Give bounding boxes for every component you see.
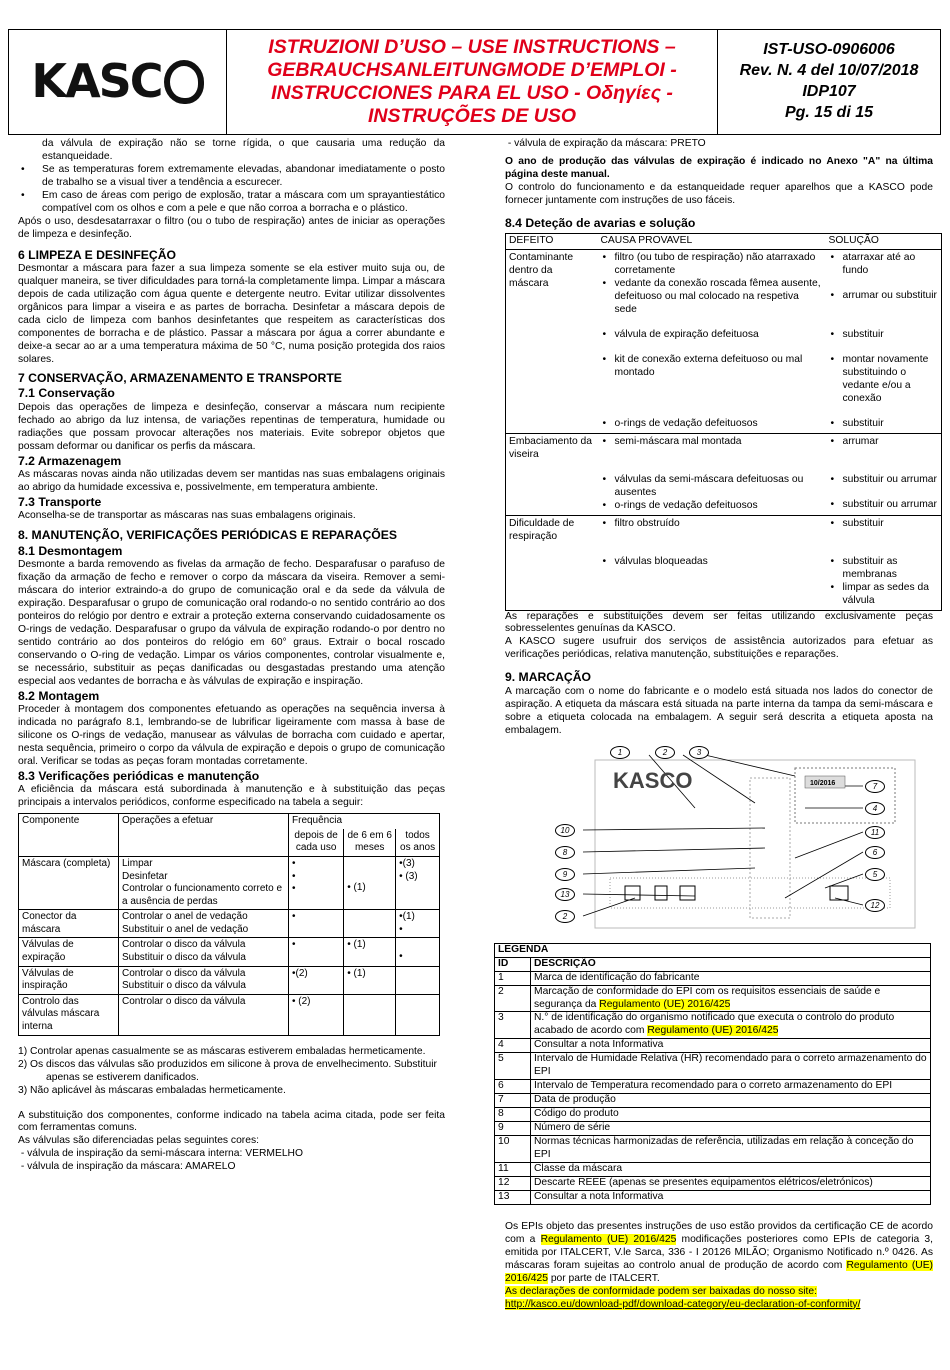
cause-item: • filtro obstruído <box>601 518 823 531</box>
callout-number: 11 <box>865 826 885 839</box>
legend-id: 8 <box>495 1108 531 1122</box>
frequency-cell <box>289 856 344 909</box>
highlight: Regulamento (UE) 2016/425 <box>599 998 731 1010</box>
legend-row <box>495 1122 931 1136</box>
component-cell: Controlo das válvulas máscara interna <box>19 994 119 1035</box>
revision: Rev. N. 4 del 10/07/2018 <box>739 62 919 80</box>
legend-row <box>495 1053 931 1080</box>
note <box>18 1046 445 1059</box>
column-header: depois de cada uso <box>289 829 344 857</box>
component-cell: Válvulas de expiração <box>19 938 119 966</box>
certification-paragraph <box>505 1221 933 1286</box>
paragraph: A KASCO sugere usufruir dos serviços de assistência autorizados para efetuar as verificações periódicas, relativa manutenção, substituições e reparações. <box>505 636 933 661</box>
solution-cell <box>826 408 942 433</box>
frequency-mark <box>399 883 436 907</box>
legend-text: Intervalo de Temperatura recomendado para o correto armazenamento do EPI <box>534 1080 893 1092</box>
column-header: SOLUÇÃO <box>826 234 942 250</box>
operation: Desinfetar <box>122 870 168 882</box>
cause-list <box>601 354 823 380</box>
solution-item: • arrumar ou substituir <box>829 290 939 303</box>
subsection-heading: 7.1 Conservação <box>18 386 115 401</box>
section-heading: 9. MARCAÇÃO <box>505 670 591 685</box>
note-number: 2) <box>18 1058 28 1070</box>
frequency-mark <box>399 939 436 951</box>
callout-number: 10 <box>555 824 575 837</box>
title-cell <box>227 30 718 134</box>
legend-description <box>531 1122 931 1136</box>
solution-cell <box>826 344 942 408</box>
column-header: CAUSA PROVAVEL <box>598 234 826 250</box>
highlight: Regulamento (UE) 2016/425 <box>647 1025 779 1037</box>
legend-text: Classe da máscara <box>534 1163 623 1175</box>
defect-cell <box>506 344 598 408</box>
frequency-mark <box>399 980 436 992</box>
paragraph: As válvulas são diferenciadas pelas seguintes cores: <box>18 1135 259 1147</box>
package-label-figure <box>555 748 935 938</box>
frequency-cell <box>344 994 396 1035</box>
operation: Substituir o disco da válvula <box>122 980 246 992</box>
cause-item: • filtro (ou tubo de respiração) não atarraxado corretamente <box>601 252 823 278</box>
frequency-mark: • <box>399 951 403 963</box>
cause-cell <box>598 250 826 319</box>
legend-row <box>495 971 931 985</box>
section-heading: 7 CONSERVAÇÃO, ARMAZENAMENTO E TRANSPORTE <box>18 370 342 385</box>
paragraph: da válvula de expiração não se torne rígida, o que causaria uma redução da estanqueidade. <box>42 138 445 162</box>
figure-date: 10/2016 <box>810 779 836 787</box>
text: Os EPIs objeto das presentes instruções de uso estão providos da certificação CE de acordo com a <box>505 1221 933 1245</box>
legend-text: Data de produção <box>534 1094 616 1106</box>
paragraph: A marcação com o nome do fabricante e o modelo está situada nos lados do conector de aspiração. A etiqueta da máscara está situada na parte interna da tampa da semi-máscara e sobre a etiqueta colocada na embalagem. A seguir será descrita a etiqueta aposta na embalagem. <box>505 685 933 736</box>
legend-table <box>494 943 931 1205</box>
subsection-heading: 8.1 Desmontagem <box>18 543 123 558</box>
legend-row <box>495 1177 931 1191</box>
declaration-link[interactable]: http://kasco.eu/download-pdf/download-category/eu-declaration-of-conformity/ <box>505 1298 861 1310</box>
note-text: Não aplicável às máscaras embaladas hermeticamente. <box>30 1084 286 1096</box>
operation: Controlar o disco da válvula <box>122 995 246 1007</box>
table-row <box>19 994 440 1035</box>
solution-list <box>829 474 939 512</box>
kasco-logo <box>31 53 203 111</box>
legend-description <box>531 1012 931 1039</box>
title-line: GEBRAUCHSANLEITUNGMODE D’EMPLOI - <box>267 59 677 81</box>
solution-list <box>829 418 939 431</box>
operations-cell <box>119 910 289 938</box>
doc-code: IST-USO-0906006 <box>763 41 895 59</box>
frequency-mark: •(3) <box>399 857 415 869</box>
left-column <box>18 138 445 1174</box>
frequency-mark: • <box>292 911 296 923</box>
highlight: Regulamento (UE) 2016/425 <box>540 1234 677 1245</box>
solution-item: • montar novamente substituindo o vedante e/ou a conexão <box>829 354 939 406</box>
solution-cell <box>826 433 942 463</box>
section-heading: 8. MANUTENÇÃO, VERIFICAÇÕES PERIÓDICAS E REPARAÇÕES <box>18 528 397 543</box>
frequency-mark <box>292 924 340 936</box>
solution-item: • substituir <box>829 329 939 342</box>
cause-item: • o-rings de vedação defeituosos <box>601 500 823 513</box>
table-row <box>19 966 440 994</box>
paragraph: O controlo do funcionamento e da estanqueidade requer aparelhos que a KASCO pode fornecer juntamente com instruções de uso fáceis. <box>505 181 933 206</box>
defect-cell: Contaminante dentro da máscara <box>506 250 598 319</box>
table-row <box>506 433 942 463</box>
solution-item: • atarraxar até ao fundo <box>829 252 939 278</box>
note-text: Os discos das válvulas são produzidos em silicone à prova de envelhecimento. Substituir apenas se estiverem danificados. <box>30 1058 437 1083</box>
column-header: Operações a efetuar <box>119 814 289 857</box>
logo-head-icon <box>164 60 204 104</box>
color-line: - válvula de inspiração da semi-máscara interna: VERMELHO <box>18 1148 303 1160</box>
legend-description <box>531 1108 931 1122</box>
page-number: Pg. 15 di 15 <box>784 103 874 121</box>
model-code: IDP107 <box>802 83 856 100</box>
column-header: Frequência <box>289 814 440 829</box>
legend-id: 12 <box>495 1177 531 1191</box>
paragraph: Desmonte a barda removendo as fivelas da armação de fecho. Desparafusar o parafuso de fixação da armação de fecho e remover o corpo da máscara da viseira. Remover a semi-máscara do interior extraindo-a do grupo de comunicação oral e da sede da válvula de expiração. Desparafusar o grupo de comunicação oral rodando-o no sentido contrário ao dos ponteiros do relógio por dentro e extrair a proteção externa conservando cuidadosamente os O-rings de vedação. Desparafusar o grupo da válvula de expiração rodando-o por dentro no sentido contrário ao dos ponteiros do relógio em 60° graus. Extrair o bocal roscado conservando o O-ring de vedação. Limpar os vários componentes, controlar visualmente e, se necessário, substituir as peças danificadas ou desgastadas prestando uma atenção especial aos vedantes de borracha e às válvulas de expiração e inspiração. <box>18 558 445 687</box>
legend-description <box>531 1177 931 1191</box>
frequency-mark <box>347 923 392 935</box>
column-header: de 6 em 6 meses <box>344 829 396 857</box>
frequency-mark: • (1) <box>347 939 366 951</box>
operations-cell <box>119 994 289 1035</box>
callout-number: 12 <box>865 899 885 912</box>
text: por parte de ITALCERT. <box>547 1272 660 1284</box>
frequency-cell <box>396 856 440 909</box>
legend-id: 7 <box>495 1094 531 1108</box>
paragraph: Proceder à montagem dos componentes efetuando as operações na sequência inversa à indicada no parágrafo 8.1, lembrando-se de lubrificar ligeiramente com massa à base de silicone os O-rings de vedação, manusear as válvulas de borracha com cuidado e apertar, nesta sequência, primeiro o corpo da válvula de expiração e depois o grupo de comunicação oral. Verificar se todas as peças foram montadas corretamente. <box>18 703 445 767</box>
frequency-mark: • <box>292 939 296 951</box>
cause-cell <box>598 319 826 344</box>
frequency-cell <box>289 994 344 1035</box>
legend-id: 9 <box>495 1122 531 1136</box>
legend-text: Consultar a nota Informativa <box>534 1039 664 1051</box>
legend-description <box>531 1039 931 1053</box>
callout-number: 2 <box>655 746 675 759</box>
cause-cell <box>598 515 826 545</box>
solution-list <box>829 556 939 608</box>
frequency-cell <box>396 938 440 966</box>
cause-cell <box>598 464 826 515</box>
section-heading: 6 LIMPEZA E DESINFEÇÃO <box>18 247 177 262</box>
legend-text: Consultar a nota Informativa <box>534 1191 664 1203</box>
declaration-text: As declarações de conformidade podem ser baixadas do nosso site: <box>505 1285 817 1297</box>
frequency-mark: • (1) <box>347 967 366 979</box>
solution-list <box>829 354 939 406</box>
logo-letters: KASC <box>31 54 162 109</box>
legend-text: N.° de identificação do organismo notificado que executa o controlo do produto acabado de acordo com <box>534 1012 895 1037</box>
cause-list <box>601 252 823 317</box>
subsection-heading: 7.2 Armazenagem <box>18 453 122 468</box>
solution-cell <box>826 546 942 610</box>
frequency-mark: •(2) <box>292 967 308 979</box>
frequency-mark: • (2) <box>292 995 311 1007</box>
paragraph: A eficiência da máscara está subordinada à manutenção e à substituição das peças principais a intervalos periódicos, conforme especificado na tabela a seguir: <box>18 784 445 809</box>
frequency-mark <box>347 858 392 870</box>
note-text: Controlar apenas casualmente se as máscaras estiverem embaladas hermeticamente. <box>30 1045 426 1057</box>
table-row <box>19 910 440 938</box>
legend-id: 11 <box>495 1163 531 1177</box>
paragraph: Desmontar a máscara para fazer a sua limpeza somente se ela estiver muito suja ou, de qualquer maneira, se tiver dificuldades para torná-la completamente limpa. Limpar a máscara depois de cada utilização com água quente e detergente neutro. Evitar utilizar dissolventes orgânicos para limpar a viseira e as partes de borracha. Desinfetar a máscara depois de cada ciclo de limpeza com banhos desinfetantes que respeitem as características dos componentes de borracha e de plástico. Passar a máscara por água a correr abundante e deixe-a secar ao ar a uma temperatura máxima de 50 °C, numa posição protegida dos raios solares. <box>18 263 445 365</box>
frequency-cell <box>344 938 396 966</box>
frequency-mark <box>399 996 436 1008</box>
legend-description <box>531 985 931 1012</box>
document-header <box>8 29 941 135</box>
legend-row <box>495 1108 931 1122</box>
frequency-mark <box>399 968 436 980</box>
column-header: Componente <box>19 814 119 857</box>
frequency-cell <box>289 966 344 994</box>
defect-cell <box>506 319 598 344</box>
table-row <box>506 319 942 344</box>
document-title <box>267 36 677 128</box>
frequency-mark: • (3) <box>399 870 418 882</box>
frequency-cell <box>289 938 344 966</box>
subsection-heading: 7.3 Transporte <box>18 494 102 509</box>
color-line: - válvula de expiração da máscara: PRETO <box>505 138 706 149</box>
operation: Substituir o anel de vedação <box>122 923 249 935</box>
right-column <box>498 138 937 1312</box>
solution-list <box>829 252 939 303</box>
table-row <box>506 250 942 319</box>
defect-cell <box>506 546 598 610</box>
legend-id: 3 <box>495 1012 531 1039</box>
legend-id: 10 <box>495 1136 531 1163</box>
operation: Substituir o disco da válvula <box>122 952 246 964</box>
paragraph-bold: O ano de produção das válvulas de expiração é indicado no Anexo "A" na última página deste manual. <box>505 155 933 180</box>
component-cell: Máscara (completa) <box>19 856 119 909</box>
operation: Controlar o disco da válvula <box>122 967 246 979</box>
cause-item: • semi-máscara mal montada <box>601 436 823 449</box>
solution-item: • substituir as membranas <box>829 556 939 582</box>
figure-logo: KASCO <box>613 767 693 793</box>
table-row <box>506 515 942 545</box>
operation: Controlar o disco da válvula <box>122 939 246 951</box>
defect-cell <box>506 464 598 515</box>
legend-description <box>531 1080 931 1094</box>
paragraph: Após o uso, desdesatarraxar o filtro (ou o tubo de respiração) antes de iniciar as operações de limpeza e desinfeção. <box>18 215 445 240</box>
table-row <box>19 938 440 966</box>
legend-text: Intervalo de Humidade Relativa (HR) recomendado para o correto armazenamento do EPI <box>534 1053 927 1078</box>
legend-row <box>495 985 931 1012</box>
bullet-list <box>18 164 445 216</box>
solution-item: • substituir ou arrumar <box>829 474 939 487</box>
frequency-cell <box>396 994 440 1035</box>
cause-item: • kit de conexão externa defeituoso ou mal montado <box>601 354 823 380</box>
reference-cell <box>718 30 940 134</box>
legend-description <box>531 1163 931 1177</box>
cause-cell <box>598 433 826 463</box>
frequency-cell <box>396 910 440 938</box>
component-cell: Válvulas de inspiração <box>19 966 119 994</box>
cause-cell <box>598 344 826 408</box>
paragraph: As máscaras novas ainda não utilizadas devem ser mantidas nas suas embalagens originais ao abrigo da humidade excessiva e, possivelmente, em temperatura ambiente. <box>18 468 445 493</box>
table-row <box>506 464 942 515</box>
cause-item: • vedante da conexão roscada fêmea ausente, defeituoso ou mal colocado na respetiva sede <box>601 278 823 317</box>
column-header: DEFEITO <box>506 234 598 250</box>
solution-item: • substituir ou arrumar <box>829 499 939 512</box>
legend-row <box>495 1080 931 1094</box>
title-line: INSTRUCCIONES PARA EL USO - Οδηγίες - <box>271 82 673 104</box>
column-header: ID <box>495 957 531 971</box>
solution-cell <box>826 464 942 515</box>
legend-id: 2 <box>495 985 531 1012</box>
solution-item: • substituir <box>829 518 939 531</box>
paragraph: As reparações e substituições devem ser feitas utilizando exclusivamente peças sobresselentes genuínas da KASCO. <box>505 610 933 635</box>
solution-list <box>829 436 939 449</box>
frequency-cell <box>344 856 396 909</box>
callout-number: 9 <box>555 868 575 881</box>
text: modificações posteriores como EPIs de categoria 3, emitida por ITALCERT, V.le Sarca, 336 - I 20126 MILÃO; Organismo Notificado n.º 0426. As máscaras foram sujeitas ao controlo anual de produção de acordo com <box>505 1234 933 1271</box>
troubleshooting-table <box>505 233 942 610</box>
cause-list <box>601 329 823 342</box>
frequency-mark: • (1) <box>347 881 366 893</box>
frequency-mark <box>347 952 392 964</box>
solution-cell <box>826 319 942 344</box>
callout-number: 13 <box>555 888 575 901</box>
callout-number: 6 <box>865 846 885 859</box>
note <box>18 1059 445 1085</box>
frequency-mark <box>292 980 340 992</box>
legend-description <box>531 1136 931 1163</box>
frequency-mark <box>347 980 392 992</box>
defect-cell: Dificuldade de respiração <box>506 515 598 545</box>
list-item: • Em caso de áreas com perigo de explosão, tratar a máscara com um sprayantiestático compatível com os olhos e com a pele e que não corroa a borracha e o plástico. <box>18 190 445 216</box>
color-line: - válvula de inspiração da máscara: AMARELO <box>18 1161 236 1173</box>
frequency-mark <box>347 911 392 923</box>
solution-item: • substituir <box>829 418 939 431</box>
frequency-mark <box>347 870 392 882</box>
solution-cell <box>826 515 942 545</box>
cause-item: • válvulas da semi-máscara defeituosas ou ausentes <box>601 474 823 500</box>
callout-number: 1 <box>610 746 630 759</box>
callout-number: 8 <box>555 846 575 859</box>
frequency-mark: • <box>292 857 296 869</box>
cause-list <box>601 436 823 449</box>
frequency-cell <box>344 966 396 994</box>
operation: Controlar o anel de vedação <box>122 911 248 923</box>
frequency-mark: • <box>399 923 403 935</box>
operation: Limpar <box>122 857 153 869</box>
legend-description <box>531 1094 931 1108</box>
legend-description <box>531 971 931 985</box>
title-line: INSTRUÇÕES DE USO <box>367 105 577 127</box>
cause-cell <box>598 408 826 433</box>
frequency-mark <box>347 996 392 1008</box>
subsection-heading: 8.4 Deteção de avarias e solução <box>505 215 696 230</box>
maintenance-table <box>18 813 440 1036</box>
legend-text: Marca de identificação do fabricante <box>534 971 700 983</box>
callout-number: 3 <box>689 746 709 759</box>
operations-cell <box>119 938 289 966</box>
legend-row <box>495 1012 931 1039</box>
frequency-mark: •(1) <box>399 911 415 923</box>
table-row <box>506 344 942 408</box>
callout-number: 4 <box>865 802 885 815</box>
legend-description <box>531 1191 931 1205</box>
highlight: Regulamento (UE) 2016/425 <box>505 1259 933 1284</box>
subsection-heading: 8.3 Verificações periódicas e manutenção <box>18 768 260 783</box>
paragraph: Depois das operações de limpeza e desinfeção, conservar a máscara num recipiente fechado ao abrigo da luz intensa, de variações repentinas de temperatura, humidade ou radiações que possam provocar alterações nos materiais. Evite sobrepor objetos que possam deformar ou danificar os perfis da máscara. <box>18 401 445 452</box>
solution-list <box>829 518 939 531</box>
cause-cell <box>598 546 826 610</box>
subsection-heading: 8.2 Montagem <box>18 688 100 703</box>
callout-number: 2 <box>555 910 575 923</box>
solution-item: • limpar as sedes da válvula <box>829 582 939 608</box>
list-item: • Se as temperaturas forem extremamente elevadas, abandonar imediatamente o posto de trabalho se a visual tiver a tendência a escurecer. <box>18 164 445 190</box>
note <box>18 1085 445 1098</box>
cause-list <box>601 518 823 531</box>
table-row <box>506 408 942 433</box>
callout-number: 5 <box>865 868 885 881</box>
component-cell: Conector da máscara <box>19 910 119 938</box>
legend-row <box>495 1191 931 1205</box>
solution-item: • arrumar <box>829 436 939 449</box>
legend-row <box>495 1163 931 1177</box>
legend-row <box>495 1039 931 1053</box>
callout-number: 7 <box>865 780 885 793</box>
table-notes <box>18 1046 445 1098</box>
operations-cell <box>119 856 289 909</box>
legend-id: 6 <box>495 1080 531 1094</box>
frequency-mark: • <box>292 883 296 895</box>
cause-list <box>601 556 823 569</box>
legend-title: LEGENDA <box>495 943 931 957</box>
cause-item: • válvulas bloqueadas <box>601 556 823 569</box>
note-number: 1) <box>18 1045 28 1057</box>
frequency-cell <box>344 910 396 938</box>
frequency-mark <box>292 952 340 964</box>
table-row <box>19 856 440 909</box>
legend-id: 1 <box>495 971 531 985</box>
defect-cell: Embaciamento da viseira <box>506 433 598 463</box>
cause-item: • válvula de expiração defeituosa <box>601 329 823 342</box>
legend-text: Normas técnicas harmonizadas de referência, utilizadas em relação à conceção do EPI <box>534 1136 914 1161</box>
defect-cell <box>506 408 598 433</box>
legend-text: Código do produto <box>534 1108 619 1120</box>
frequency-cell <box>396 966 440 994</box>
legend-description <box>531 1053 931 1080</box>
legend-id: 13 <box>495 1191 531 1205</box>
logo-cell <box>9 30 227 134</box>
cause-item: • o-rings de vedação defeituosos <box>601 418 823 431</box>
frequency-mark: • <box>292 870 296 882</box>
operations-cell <box>119 966 289 994</box>
cause-list <box>601 418 823 431</box>
legend-text: Marcação de conformidade do EPI com os requisitos essenciais de saúde e segurança da <box>534 985 881 1010</box>
cause-list <box>601 474 823 513</box>
note-number: 3) <box>18 1084 28 1096</box>
title-line: ISTRUZIONI D’USO – USE INSTRUCTIONS – <box>268 36 676 58</box>
column-header: DESCRIÇÃO <box>531 957 931 971</box>
legend-text: Número de série <box>534 1122 611 1134</box>
solution-list <box>829 329 939 342</box>
column-header: todos os anos <box>396 829 440 857</box>
paragraph: Aconselha-se de transportar as máscaras nas suas embalagens originais. <box>18 510 356 522</box>
paragraph: A substituição dos componentes, conforme indicado na tabela acima citada, pode ser feita com ferramentas comuns. <box>18 1109 445 1134</box>
solution-cell <box>826 250 942 319</box>
legend-text: Descarte REEE (apenas se presentes equipamentos elétricos/eletrónicos) <box>534 1177 873 1189</box>
legend-row <box>495 1094 931 1108</box>
table-row <box>506 546 942 610</box>
legend-id: 5 <box>495 1053 531 1080</box>
operation: Controlar o funcionamento correto e a ausência de perdas <box>122 883 283 907</box>
legend-row <box>495 1136 931 1163</box>
frequency-cell <box>289 910 344 938</box>
legend-id: 4 <box>495 1039 531 1053</box>
